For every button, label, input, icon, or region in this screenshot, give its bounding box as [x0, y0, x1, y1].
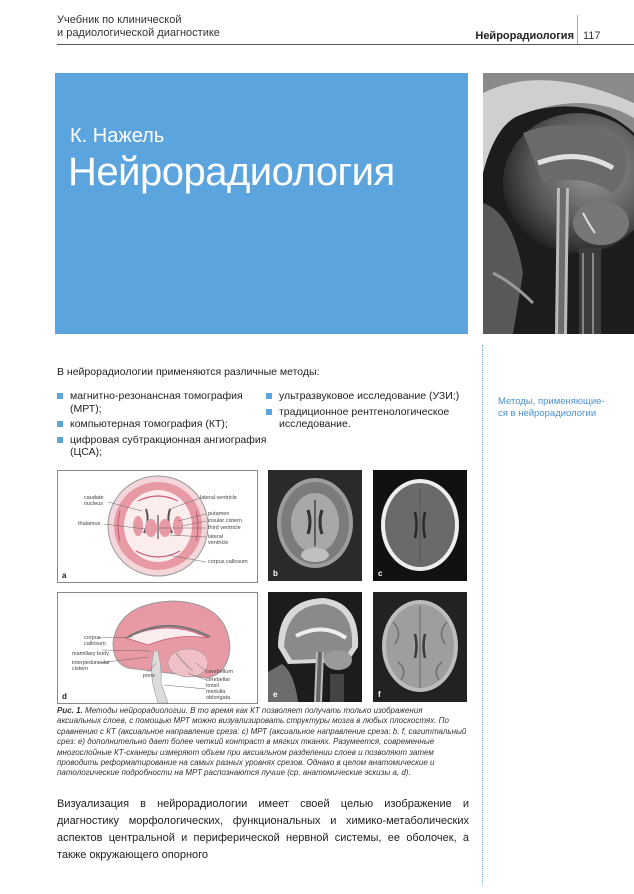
intro-text: В нейрорадиологии применяются различные методы:: [57, 366, 320, 378]
figure-caption: [57, 706, 467, 779]
figure-panel-a: [57, 470, 258, 583]
list-item: [57, 434, 267, 459]
bullet-icon: [266, 409, 272, 415]
body-paragraph: Визуализация в нейрорадиологии имеет своей целью изображение и диагностику морфологических, функциональных и химико-метаболических аспектов центральной и периферической нервной системы, ее оболочек, а также окружающего опорного: [57, 798, 469, 861]
label-third-ventricle: third ventricle: [208, 525, 241, 531]
list-item: [266, 406, 466, 431]
label-caudate: caudate nucleus: [84, 495, 104, 507]
list-item-text: традиционное рентгенологическое исследование.: [279, 405, 450, 430]
axial-ct-image: [373, 470, 467, 581]
figure-panel-d: [57, 592, 258, 704]
list-item-text: компьютерная томография (КТ);: [70, 418, 228, 430]
label-lateral-ventricle: lateral ventricle: [200, 495, 237, 501]
caption-label: Рис. 1.: [57, 706, 83, 715]
sidebar-rule: [482, 345, 483, 885]
page-title: Нейрорадиология: [68, 150, 395, 194]
book-title-line1: Учебник по клинической: [57, 14, 182, 26]
panel-letter: f: [378, 690, 381, 699]
list-item-text: ультразвуковое исследование (УЗИ;): [279, 390, 460, 402]
caption-text: Методы нейрорадиологии. В то время как КТ позволяет получать только изображения аксиальных слоев, с помощью МРТ можно визуализировать структуры мозга в любых плоскостях. По сравнению с КТ (аксиальное направление среза: c) МРТ (аксиальное направление среза: b, f, сагиттальный срез: e) дополнительно дает более четкий контраст в мягких тканях. Разумеется, современные многослойные КТ-сканеры измеряют объем при аксиальном разделении слоев и позволяют затем проводить реформатирование на самых разных уровнях срезов. Однако в целом анатомические и патологические подробности на МРТ распознаются лучше (ср. анатомические эскизы a, d).: [57, 706, 467, 778]
bullet-icon: [57, 393, 63, 399]
label-pons: pons: [143, 673, 155, 679]
chapter-title: Нейрорадиология: [475, 30, 574, 42]
panel-letter: c: [378, 569, 383, 578]
label-corpus-callosum: corpus callosum: [208, 559, 248, 565]
bullet-icon: [266, 393, 272, 399]
label-interpeduncular-cistern: interpeduncular cistern: [72, 660, 110, 672]
list-item: [57, 418, 267, 431]
title-banner: [55, 73, 468, 334]
label-corpus-callosum: corpus callosum: [84, 635, 106, 647]
bullet-icon: [57, 437, 63, 443]
methods-list-right: [266, 390, 466, 434]
sidebar-note: Методы, применяющие-ся в нейрорадиологии: [498, 396, 605, 419]
label-putamen: putamen: [208, 511, 230, 517]
panel-letter: b: [273, 569, 278, 578]
label-medulla: medulla oblongata: [206, 689, 231, 701]
page-number: 117: [583, 30, 601, 42]
sagittal-mri-illustration: [483, 73, 634, 334]
label-thalamus: thalamus: [78, 521, 101, 527]
figure-panel-c: [373, 470, 467, 581]
axial-mri-image: [268, 470, 362, 581]
label-cerebellum: cerebellum: [206, 669, 233, 675]
figure-panel-f: [373, 592, 467, 702]
list-item: [266, 390, 466, 403]
axial-flair-image: [373, 592, 467, 702]
list-item-text: магнитно-резонансная томография (МРТ);: [70, 390, 243, 415]
panel-letter: e: [273, 690, 278, 699]
list-item: [57, 390, 267, 415]
figure-panel-e: [268, 592, 362, 702]
panel-letter: d: [62, 692, 67, 701]
author-name: К. Нажель: [70, 125, 165, 147]
sagittal-mri-image: [268, 592, 362, 702]
figure-panel-b: [268, 470, 362, 581]
panel-letter: a: [62, 571, 67, 580]
methods-list-left: [57, 390, 267, 462]
header-rule: [57, 44, 634, 45]
list-item-text: цифровая субтракционная ангиография (ЦСА);: [70, 433, 267, 458]
book-title: [57, 14, 220, 40]
label-cerebellar-tonsil: cerebellar tonsil: [206, 677, 231, 689]
bullet-icon: [57, 421, 63, 427]
label-insular-cistern: insular cistern: [208, 518, 242, 524]
hero-mri-image: [483, 73, 634, 334]
label-mamillary-body: mamillary body: [72, 651, 109, 657]
label-lateral-ventricle-2: lateral ventricle: [208, 534, 229, 546]
book-title-line2: и радиологической диагностике: [57, 27, 220, 39]
header-separator: [577, 15, 578, 45]
